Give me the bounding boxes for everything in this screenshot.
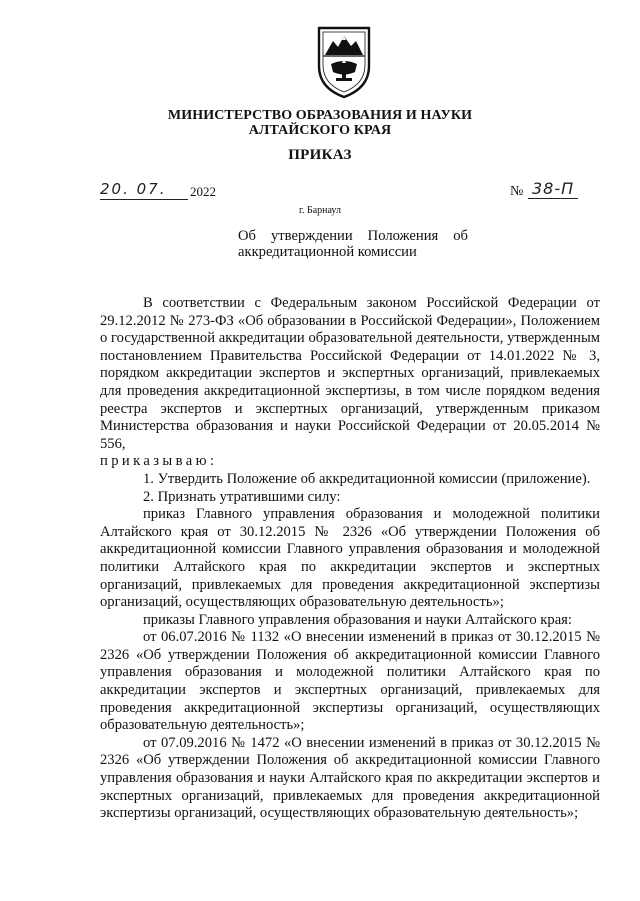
handwritten-number: 38-П xyxy=(532,179,575,198)
number-underline xyxy=(528,198,578,199)
date-year: 2022 xyxy=(190,184,216,199)
ministry-name-line1: МИНИСТЕРСТВО ОБРАЗОВАНИЯ И НАУКИ xyxy=(167,108,473,123)
clause-2: 2. Признать утратившими силу: xyxy=(143,488,341,505)
handwritten-date: 20. 07. xyxy=(100,180,167,198)
subject-line1: Об утверждении Положения об xyxy=(238,228,468,244)
ministry-name-line2: АЛТАЙСКОГО КРАЯ xyxy=(248,123,392,138)
order-body xyxy=(100,295,600,823)
repealed-orders-heading: приказы Главного управления образования и науки Алтайского края: xyxy=(143,611,572,628)
order-subject xyxy=(238,228,468,260)
repealed-order-1: приказ Главного управления образования и молодежной политики Алтайского края от 30.12.2015 № 2326 «Об утверждении Положения об аккредитационной комиссии Главного управления образования и молодежной политики Алтайского края по аккредитации экспертов и экспертных организаций, привлекаемых для проведения аккредитационной экспертизы организаций, осуществляющих образовательную деятельность»; xyxy=(100,506,600,611)
preamble-paragraph: В соответствии с Федеральным законом Российской Федерации от 29.12.2012 № 273-ФЗ «Об образовании в Российской Федерации», Положением о государственной аккредитации образовательной деятельности, утвержденным постановлением Правительства Российской Федерации от 14.01.2022 № 3, порядком аккредитации экспертов и экспертных организаций, привлекаемых для проведения аккредитационной экспертизы, в том числе порядком ведения реестра экспертов и экспертных организаций, утвержденным приказом Министерства образования и науки Российской Федерации от 20.05.2014 № 556, xyxy=(100,295,600,452)
date-underline xyxy=(100,199,188,200)
issue-city: г. Барнаул xyxy=(299,205,341,216)
clause-1: 1. Утвердить Положение об аккредитационной комиссии (приложение). xyxy=(143,470,591,487)
subject-line2: аккредитационной комиссии xyxy=(238,244,417,260)
repealed-order-3: от 07.09.2016 № 1472 «О внесении изменений в приказ от 30.12.2015 № 2326 «Об утверждении Положения об аккредитационной комиссии Главного управления образования и науки Алтайского края по аккредитации экспертов и экспертных организаций, привлекаемых для проведения аккредитационной экспертизы организаций, осуществляющих образовательную деятельность»; xyxy=(100,734,600,822)
order-keyword: приказываю: xyxy=(100,453,218,470)
repealed-order-2: от 06.07.2016 № 1132 «О внесении изменений в приказ от 30.12.2015 № 2326 «Об утверждении Положения об аккредитационной комиссии Главного управления образования и молодежной политики Алтайского края по аккредитации экспертов и экспертных организаций, привлекаемых для проведения аккредитационной экспертизы организаций, осуществляющих образовательную деятельность»; xyxy=(100,629,600,734)
order-number xyxy=(510,180,580,202)
order-date xyxy=(100,180,230,203)
number-sign: № xyxy=(510,184,524,199)
altai-krai-coat-of-arms-icon xyxy=(311,22,377,100)
document-type-heading: ПРИКАЗ xyxy=(288,147,352,163)
